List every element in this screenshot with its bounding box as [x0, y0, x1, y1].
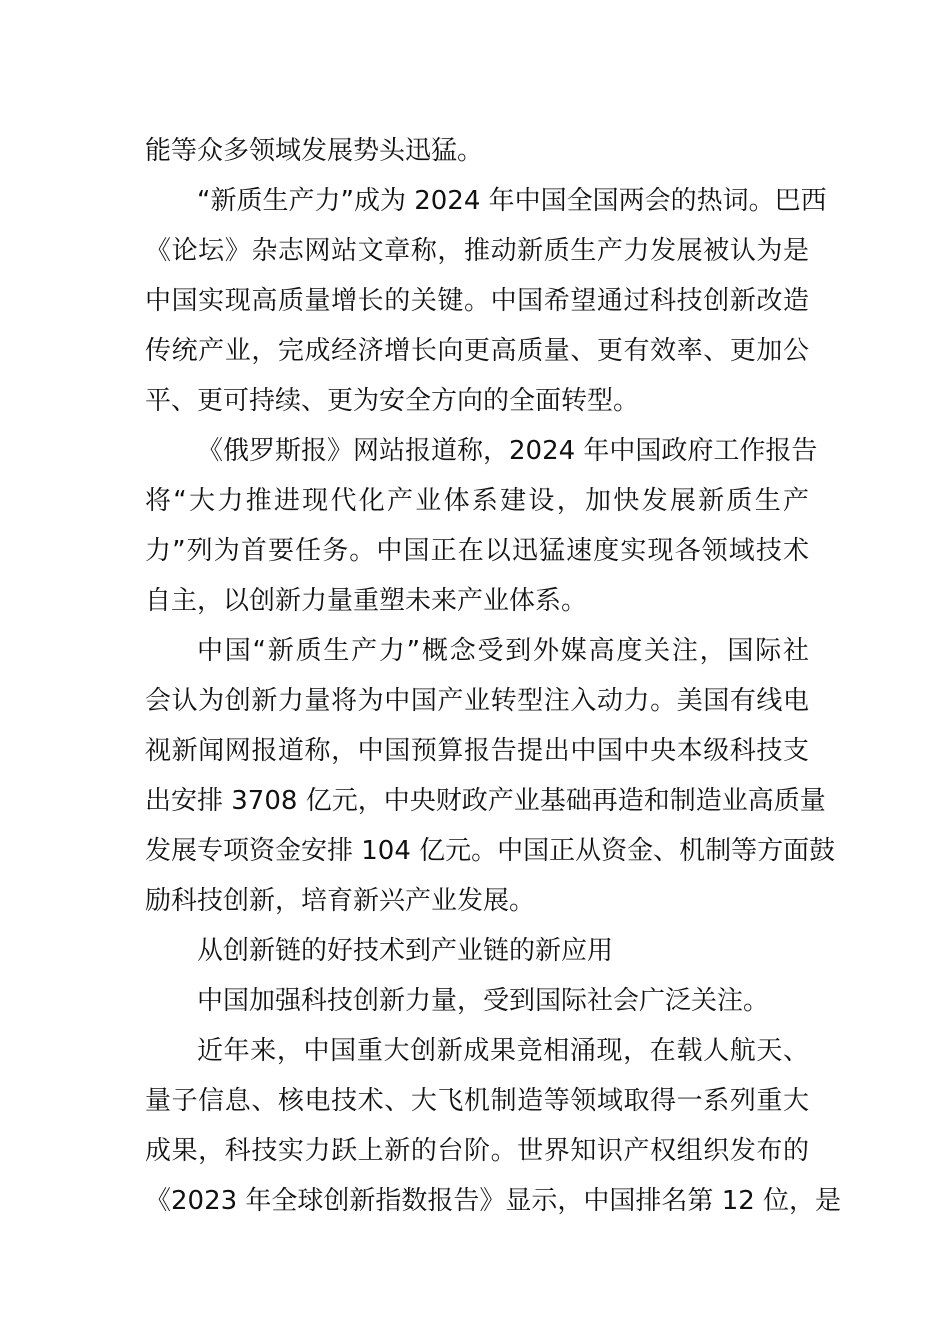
text-line: 平、更可持续、更为安全方向的全面转型。 — [145, 386, 640, 416]
section-heading: 从创新链的好技术到产业链的新应用 — [197, 936, 614, 966]
text-line: 视新闻网报道称，中国预算报告提出中国中央本级科技支 — [145, 736, 809, 766]
text-line: 中国加强科技创新力量，受到国际社会广泛关注。 — [197, 986, 770, 1016]
text-line: 传统产业，完成经济增长向更高质量、更有效率、更加公 — [145, 336, 809, 366]
text-line: 会认为创新力量将为中国产业转型注入动力。美国有线电 — [145, 686, 809, 716]
text-line: 将“大力推进现代化产业体系建设，加快发展新质生产 — [145, 486, 809, 516]
text-line: “新质生产力”成为 2024 年中国全国两会的热词。巴西 — [197, 186, 827, 216]
text-line: 近年来，中国重大创新成果竞相涌现，在载人航天、 — [197, 1036, 809, 1066]
text-line: 发展专项资金安排 104 亿元。中国正从资金、机制等方面鼓 — [145, 836, 836, 866]
text-line: 成果，科技实力跃上新的台阶。世界知识产权组织发布的 — [145, 1136, 809, 1166]
text-line: 力”列为首要任务。中国正在以迅猛速度实现各领域技术 — [145, 536, 809, 566]
text-line: 《2023 年全球创新指数报告》显示，中国排名第 12 位，是 — [145, 1186, 842, 1216]
text-line: 中国“新质生产力”概念受到外媒高度关注，国际社 — [197, 636, 809, 666]
text-line: 能等众多领域发展势头迅猛。 — [145, 136, 484, 166]
article-body — [145, 126, 842, 1226]
text-line: 励科技创新，培育新兴产业发展。 — [145, 886, 536, 916]
text-line: 量子信息、核电技术、大飞机制造等领域取得一系列重大 — [145, 1086, 809, 1116]
text-line: 《论坛》杂志网站文章称，推动新质生产力发展被认为是 — [145, 236, 809, 266]
text-line: 出安排 3708 亿元，中央财政产业基础再造和制造业高质量 — [145, 786, 826, 816]
text-line: 《俄罗斯报》网站报道称，2024 年中国政府工作报告 — [197, 436, 818, 466]
text-line: 自主，以创新力量重塑未来产业体系。 — [145, 586, 588, 616]
text-line: 中国实现高质量增长的关键。中国希望通过科技创新改造 — [145, 286, 809, 316]
